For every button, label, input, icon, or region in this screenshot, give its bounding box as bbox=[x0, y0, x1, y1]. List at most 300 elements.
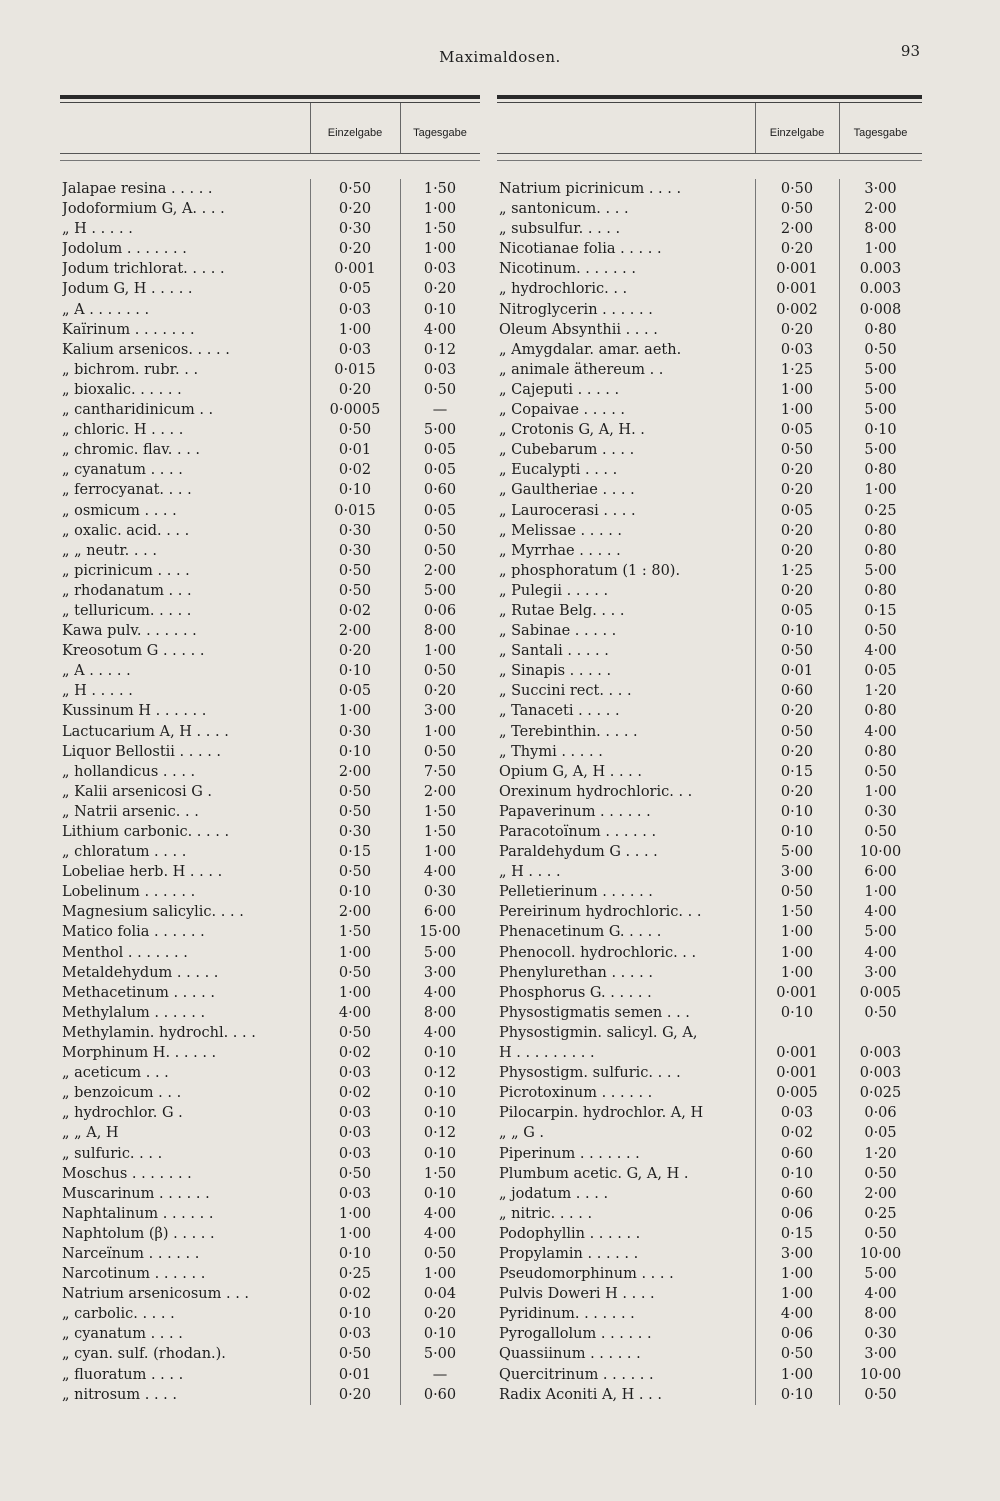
daily-dose-value: 7·50 bbox=[423, 763, 457, 780]
single-dose-value: 0·20 bbox=[780, 482, 814, 499]
daily-dose-value: 0·30 bbox=[423, 884, 457, 901]
drug-name: Paracotoïnum . . . . . . bbox=[499, 824, 657, 840]
drug-name: Physostigmatis semen . . . bbox=[499, 1004, 690, 1021]
single-dose-value: 0·015 bbox=[334, 361, 376, 378]
single-dose-value: 1·00 bbox=[780, 964, 814, 981]
drug-name: Pulvis Doweri H . . . . bbox=[499, 1286, 655, 1303]
single-dose-value: 0·02 bbox=[338, 602, 372, 619]
table-row bbox=[497, 581, 922, 601]
column-header-single-dose: Einzelgabe bbox=[327, 127, 383, 139]
single-dose-value: 0·001 bbox=[776, 1045, 818, 1062]
table-row bbox=[497, 1244, 922, 1264]
daily-dose-value: 0·80 bbox=[864, 522, 897, 539]
table-row bbox=[497, 902, 922, 922]
single-dose-value: 0·20 bbox=[780, 783, 814, 800]
daily-dose-value: 1·20 bbox=[864, 1145, 897, 1162]
table-row bbox=[497, 1344, 922, 1364]
single-dose-value: 0·30 bbox=[338, 824, 372, 840]
daily-dose-value: 0·50 bbox=[864, 341, 897, 358]
single-dose-value: 0·06 bbox=[780, 1326, 814, 1343]
single-dose-value: 0·50 bbox=[780, 181, 814, 197]
daily-dose-value: 8·00 bbox=[423, 623, 457, 640]
drug-name: Natrium picrinicum . . . . bbox=[499, 181, 682, 197]
daily-dose-value: 1·50 bbox=[423, 824, 457, 840]
daily-dose-value: 0.003 bbox=[859, 281, 902, 298]
drug-name: „ picrinicum . . . . bbox=[62, 562, 190, 579]
single-dose-value: 0·20 bbox=[780, 542, 814, 559]
drug-name: „ Succini rect. . . . bbox=[499, 683, 632, 700]
table-row bbox=[497, 1204, 922, 1224]
daily-dose-value: 6·00 bbox=[423, 904, 457, 921]
table-row bbox=[497, 822, 922, 842]
daily-dose-value: 1·50 bbox=[423, 803, 457, 820]
daily-dose-value: 8·00 bbox=[864, 221, 897, 238]
table-row bbox=[497, 661, 922, 681]
daily-dose-value: 0·06 bbox=[864, 1105, 897, 1122]
single-dose-value: 0·03 bbox=[338, 1185, 372, 1202]
drug-name: Natrium arsenicosum . . . bbox=[62, 1286, 250, 1303]
table-row bbox=[60, 239, 480, 259]
single-dose-value: 0·50 bbox=[338, 1165, 372, 1182]
single-dose-value: 1·00 bbox=[338, 1205, 372, 1222]
drug-name: „ Thymi . . . . . bbox=[499, 743, 603, 760]
drug-name: Phenylurethan . . . . . bbox=[499, 964, 653, 981]
table-row bbox=[60, 1023, 480, 1043]
table-row bbox=[497, 701, 922, 721]
drug-name: Methacetinum . . . . . bbox=[62, 984, 215, 1001]
drug-name: Pereirinum hydrochloric. . . bbox=[499, 904, 702, 921]
table-row bbox=[497, 199, 922, 219]
single-dose-value: 0·001 bbox=[776, 984, 818, 1001]
daily-dose-value: 0·025 bbox=[859, 1085, 902, 1102]
single-dose-value: 0·20 bbox=[780, 703, 814, 720]
table-row bbox=[60, 541, 480, 561]
daily-dose-value: 1·00 bbox=[864, 884, 897, 901]
drug-name: „ „ neutr. . . . bbox=[62, 542, 157, 559]
single-dose-value: 0·50 bbox=[780, 723, 814, 740]
table-row bbox=[497, 802, 922, 822]
daily-dose-value: 0·05 bbox=[423, 462, 457, 479]
single-dose-value: 0·015 bbox=[334, 502, 376, 519]
single-dose-value: 0·001 bbox=[776, 1065, 818, 1082]
daily-dose-value: 6·00 bbox=[864, 864, 897, 881]
drug-name: „ sulfuric. . . . bbox=[62, 1145, 163, 1162]
daily-dose-value: 0·20 bbox=[423, 1306, 457, 1323]
daily-dose-value: 3·00 bbox=[864, 964, 897, 981]
drug-name: „ Eucalypti . . . . bbox=[499, 462, 618, 479]
single-dose-value: 0·10 bbox=[780, 803, 814, 820]
table-row bbox=[497, 1003, 922, 1023]
table-row bbox=[497, 621, 922, 641]
drug-name: Quercitrinum . . . . . . bbox=[499, 1366, 654, 1383]
drug-name: Jodum trichlorat. . . . . bbox=[62, 261, 225, 278]
drug-name: „ hydrochloric. . . bbox=[499, 281, 628, 298]
table-row bbox=[497, 400, 922, 420]
single-dose-value: 0·60 bbox=[780, 1145, 814, 1162]
daily-dose-value: 3·00 bbox=[864, 1346, 897, 1363]
drug-name: „ subsulfur. . . . . bbox=[499, 221, 621, 238]
drug-name: „ nitric. . . . . bbox=[499, 1205, 593, 1222]
single-dose-value: 0·50 bbox=[338, 582, 372, 599]
single-dose-value: 1·00 bbox=[338, 703, 372, 720]
drug-name: Moschus . . . . . . . bbox=[62, 1165, 192, 1182]
drug-name: „ H . . . . . bbox=[62, 221, 133, 238]
single-dose-value: 0·01 bbox=[338, 442, 372, 459]
drug-name: Liquor Bellostii . . . . . bbox=[62, 743, 222, 760]
table-row bbox=[60, 902, 480, 922]
drug-name: „ Laurocerasi . . . . bbox=[499, 502, 636, 519]
drug-name: „ Santali . . . . . bbox=[499, 643, 609, 660]
daily-dose-value: 0·05 bbox=[423, 442, 457, 459]
drug-name: Pelletierinum . . . . . . bbox=[499, 884, 653, 901]
table-row bbox=[60, 320, 480, 340]
drug-name: Picrotoxinum . . . . . . bbox=[499, 1085, 653, 1102]
table-row bbox=[497, 1284, 922, 1304]
daily-dose-value: 0·10 bbox=[423, 301, 457, 318]
right-dosage-table bbox=[497, 95, 922, 1405]
single-dose-value: 0·50 bbox=[338, 864, 372, 881]
single-dose-value: 1·00 bbox=[780, 1286, 814, 1303]
drug-name: Physostigm. sulfuric. . . . bbox=[499, 1065, 681, 1082]
daily-dose-value: 8·00 bbox=[864, 1306, 897, 1323]
daily-dose-value: 1·00 bbox=[423, 241, 457, 258]
table-row bbox=[60, 822, 480, 842]
single-dose-value: 0·10 bbox=[780, 824, 814, 840]
single-dose-value: 0·10 bbox=[338, 663, 372, 680]
daily-dose-value: 3·00 bbox=[864, 181, 897, 197]
daily-dose-value: 4·00 bbox=[423, 321, 457, 338]
table-row bbox=[60, 179, 480, 199]
single-dose-value: 0·15 bbox=[780, 1225, 814, 1242]
single-dose-value: 0·03 bbox=[338, 301, 372, 318]
table-row bbox=[60, 722, 480, 742]
single-dose-value: 0·20 bbox=[780, 241, 814, 258]
table-row bbox=[497, 1264, 922, 1284]
single-dose-value: 2·00 bbox=[338, 763, 372, 780]
single-dose-value: 0·50 bbox=[780, 884, 814, 901]
drug-name: Oleum Absynthii . . . . bbox=[499, 321, 658, 338]
table-row bbox=[497, 239, 922, 259]
header-gap bbox=[497, 154, 922, 161]
single-dose-value: 0·02 bbox=[338, 1286, 372, 1303]
daily-dose-value: 0·05 bbox=[864, 663, 897, 680]
table-row bbox=[497, 882, 922, 902]
single-dose-value: 3·00 bbox=[780, 1245, 814, 1262]
drug-name: Opium G, A, H . . . . bbox=[499, 763, 642, 780]
table-row bbox=[497, 460, 922, 480]
single-dose-value: 0·03 bbox=[338, 1065, 372, 1082]
daily-dose-value: 5·00 bbox=[864, 924, 897, 941]
table-row bbox=[497, 300, 922, 320]
single-dose-value: 1·00 bbox=[338, 321, 372, 338]
single-dose-value: 0·10 bbox=[338, 1306, 372, 1323]
daily-dose-value: 1·00 bbox=[423, 643, 457, 660]
page-number: 93 bbox=[900, 42, 920, 60]
table-row bbox=[497, 782, 922, 802]
table-row bbox=[60, 1385, 480, 1405]
table-row bbox=[60, 1244, 480, 1264]
table-row bbox=[60, 279, 480, 299]
daily-dose-value: 0·15 bbox=[864, 602, 897, 619]
drug-name: „ „ A, H bbox=[62, 1125, 119, 1142]
table-row bbox=[497, 521, 922, 541]
single-dose-value: 0·05 bbox=[780, 422, 814, 439]
daily-dose-value: 0·003 bbox=[859, 1065, 902, 1082]
daily-dose-value: 2·00 bbox=[423, 562, 457, 579]
daily-dose-value: — bbox=[432, 402, 448, 419]
table-row bbox=[60, 1123, 480, 1143]
single-dose-value: 2·00 bbox=[338, 904, 372, 921]
single-dose-value: 0·30 bbox=[338, 522, 372, 539]
table-row bbox=[497, 279, 922, 299]
single-dose-value: 0·03 bbox=[338, 341, 372, 358]
table-row bbox=[60, 661, 480, 681]
top-rule bbox=[497, 95, 922, 99]
table-header bbox=[497, 103, 922, 154]
single-dose-value: 0·03 bbox=[780, 1105, 814, 1122]
table-row bbox=[60, 1204, 480, 1224]
daily-dose-value: 0·50 bbox=[423, 381, 457, 398]
drug-name: Kawa pulv. . . . . . . bbox=[62, 623, 197, 640]
drug-name: Lactucarium A, H . . . . bbox=[62, 723, 229, 740]
table-row bbox=[497, 320, 922, 340]
single-dose-value: 0·20 bbox=[780, 743, 814, 760]
daily-dose-value: 0·25 bbox=[864, 502, 897, 519]
daily-dose-value: 0·008 bbox=[859, 301, 902, 318]
drug-name: „ cyan. sulf. (rhodan.). bbox=[62, 1346, 226, 1363]
table-row bbox=[497, 501, 922, 521]
single-dose-value: 0·50 bbox=[338, 964, 372, 981]
drug-name: Kaïrinum . . . . . . . bbox=[62, 321, 195, 338]
single-dose-value: 0·20 bbox=[338, 241, 372, 258]
daily-dose-value: — bbox=[432, 1366, 448, 1383]
drug-name: Phenocoll. hydrochloric. . . bbox=[499, 944, 697, 961]
daily-dose-value: 0·10 bbox=[864, 422, 897, 439]
single-dose-value: 0·50 bbox=[780, 442, 814, 459]
drug-name: Pseudomorphinum . . . . bbox=[499, 1266, 674, 1283]
table-row bbox=[60, 1003, 480, 1023]
table-row bbox=[60, 360, 480, 380]
daily-dose-value: 5·00 bbox=[423, 944, 457, 961]
table-row bbox=[60, 1063, 480, 1083]
table-row bbox=[497, 1184, 922, 1204]
daily-dose-value: 0·50 bbox=[864, 763, 897, 780]
drug-name: „ Rutae Belg. . . . bbox=[499, 602, 625, 619]
single-dose-value: 1·00 bbox=[780, 944, 814, 961]
drug-name: Lobeliae herb. H . . . . bbox=[62, 864, 223, 881]
drug-name: „ Amygdalar. amar. aeth. bbox=[499, 341, 682, 358]
daily-dose-value: 3·00 bbox=[423, 703, 457, 720]
drug-name: Pyrogallolum . . . . . . bbox=[499, 1326, 652, 1343]
table-row bbox=[60, 601, 480, 621]
drug-name: „ Pulegii . . . . . bbox=[499, 582, 609, 599]
table-row bbox=[60, 1083, 480, 1103]
table-row bbox=[497, 259, 922, 279]
drug-name: „ jodatum . . . . bbox=[499, 1185, 609, 1202]
drug-name: Jalapae resina . . . . . bbox=[62, 181, 213, 197]
daily-dose-value: 5·00 bbox=[423, 582, 457, 599]
single-dose-value: 1·00 bbox=[780, 381, 814, 398]
table-row bbox=[60, 842, 480, 862]
single-dose-value: 0·001 bbox=[776, 261, 818, 278]
single-dose-value: 0·60 bbox=[780, 683, 814, 700]
drug-name: „ chloratum . . . . bbox=[62, 844, 187, 861]
single-dose-value: 0·10 bbox=[780, 623, 814, 640]
table-row bbox=[60, 1184, 480, 1204]
single-dose-value: 1·25 bbox=[780, 562, 814, 579]
table-row bbox=[60, 1224, 480, 1244]
daily-dose-value: 0·50 bbox=[864, 1386, 897, 1403]
single-dose-value: 0·10 bbox=[780, 1165, 814, 1182]
drug-name: „ fluoratum . . . . bbox=[62, 1366, 184, 1383]
daily-dose-value: 5·00 bbox=[864, 442, 897, 459]
table-row bbox=[497, 922, 922, 942]
daily-dose-value: 4·00 bbox=[423, 1225, 457, 1242]
drug-name: „ A . . . . . . . bbox=[62, 301, 150, 318]
daily-dose-value: 0·06 bbox=[423, 602, 457, 619]
daily-dose-value: 5·00 bbox=[864, 402, 897, 419]
table-row bbox=[497, 1063, 922, 1083]
single-dose-value: 0·50 bbox=[338, 1024, 372, 1041]
single-dose-value: 0·30 bbox=[338, 221, 372, 238]
single-dose-value: 0·50 bbox=[780, 643, 814, 660]
table-row bbox=[60, 882, 480, 902]
daily-dose-value: 1·00 bbox=[864, 482, 897, 499]
daily-dose-value: 4·00 bbox=[864, 723, 897, 740]
daily-dose-value: 10·00 bbox=[859, 844, 902, 861]
single-dose-value: 1·00 bbox=[780, 1366, 814, 1383]
table-row bbox=[60, 380, 480, 400]
drug-name: Jodum G, H . . . . . bbox=[62, 281, 193, 298]
single-dose-value: 0·10 bbox=[338, 743, 372, 760]
column-rule bbox=[839, 179, 840, 1405]
drug-name: Kreosotum G . . . . . bbox=[62, 643, 205, 660]
single-dose-value: 0·02 bbox=[780, 1125, 814, 1142]
table-row bbox=[497, 1324, 922, 1344]
drug-name: Jodolum . . . . . . . bbox=[62, 241, 187, 258]
drug-name: „ santonicum. . . . bbox=[499, 201, 629, 218]
daily-dose-value: 0·10 bbox=[423, 1326, 457, 1343]
drug-name: Naphtalinum . . . . . . bbox=[62, 1205, 214, 1222]
daily-dose-value: 0·80 bbox=[864, 462, 897, 479]
drug-name: Propylamin . . . . . . bbox=[499, 1245, 639, 1262]
drug-name: Narcotinum . . . . . . bbox=[62, 1266, 206, 1283]
drug-name: Matico folia . . . . . . bbox=[62, 924, 205, 941]
table-row bbox=[497, 1083, 922, 1103]
daily-dose-value: 4·00 bbox=[423, 864, 457, 881]
table-row bbox=[60, 1043, 480, 1063]
single-dose-value: 1·25 bbox=[780, 361, 814, 378]
daily-dose-value: 4·00 bbox=[423, 1024, 457, 1041]
drug-name: Plumbum acetic. G, A, H . bbox=[499, 1165, 689, 1182]
drug-name: „ „ G . bbox=[499, 1125, 545, 1142]
daily-dose-value: 0·50 bbox=[864, 623, 897, 640]
single-dose-value: 0·20 bbox=[780, 582, 814, 599]
drug-name: Lobelinum . . . . . . bbox=[62, 884, 196, 901]
single-dose-value: 0·30 bbox=[338, 723, 372, 740]
table-row bbox=[497, 742, 922, 762]
daily-dose-value: 0·60 bbox=[423, 482, 457, 499]
column-rule bbox=[310, 179, 311, 1405]
single-dose-value: 1·50 bbox=[780, 904, 814, 921]
daily-dose-value: 8·00 bbox=[423, 1004, 457, 1021]
daily-dose-value: 0·10 bbox=[423, 1045, 457, 1062]
drug-name: „ Cubebarum . . . . bbox=[499, 442, 635, 459]
single-dose-value: 0·50 bbox=[780, 201, 814, 218]
drug-name: „ cyanatum . . . . bbox=[62, 462, 183, 479]
table-body bbox=[60, 179, 480, 1405]
table-row bbox=[60, 1284, 480, 1304]
drug-name: „ Cajeputi . . . . . bbox=[499, 381, 620, 398]
drug-name: Podophyllin . . . . . . bbox=[499, 1225, 641, 1242]
single-dose-value: 0·06 bbox=[780, 1205, 814, 1222]
drug-name: Metaldehydum . . . . . bbox=[62, 964, 219, 981]
daily-dose-value: 1·00 bbox=[423, 201, 457, 218]
table-row bbox=[60, 983, 480, 1003]
drug-name: „ nitrosum . . . . bbox=[62, 1386, 177, 1403]
daily-dose-value: 0·20 bbox=[423, 281, 457, 298]
single-dose-value: 0·02 bbox=[338, 1085, 372, 1102]
drug-name: „ osmicum . . . . bbox=[62, 502, 177, 519]
daily-dose-value: 0·60 bbox=[423, 1386, 457, 1403]
table-row bbox=[60, 300, 480, 320]
column-rule bbox=[755, 179, 756, 1405]
daily-dose-value: 10·00 bbox=[859, 1245, 902, 1262]
table-row bbox=[60, 762, 480, 782]
table-row bbox=[60, 963, 480, 983]
single-dose-value: 0·05 bbox=[338, 683, 372, 700]
drug-name: „ H . . . . . bbox=[62, 683, 133, 700]
single-dose-value: 1·00 bbox=[780, 402, 814, 419]
table-row bbox=[497, 1164, 922, 1184]
single-dose-value: 0·50 bbox=[338, 181, 372, 197]
daily-dose-value: 0·12 bbox=[423, 341, 457, 358]
page-header bbox=[0, 42, 1000, 72]
table-row bbox=[497, 681, 922, 701]
table-row bbox=[497, 943, 922, 963]
drug-name: „ Tanaceti . . . . . bbox=[499, 703, 620, 720]
daily-dose-value: 4·00 bbox=[423, 984, 457, 1001]
daily-dose-value: 10·00 bbox=[859, 1366, 902, 1383]
drug-name: „ chromic. flav. . . . bbox=[62, 442, 201, 459]
single-dose-value: 0·15 bbox=[338, 844, 372, 861]
daily-dose-value: 0·50 bbox=[864, 1165, 897, 1182]
single-dose-value: 0·25 bbox=[338, 1266, 372, 1283]
top-rule bbox=[60, 95, 480, 99]
single-dose-value: 0·03 bbox=[338, 1105, 372, 1122]
daily-dose-value: 0·80 bbox=[864, 703, 897, 720]
table-row bbox=[497, 641, 922, 661]
table-row bbox=[497, 601, 922, 621]
drug-name: Piperinum . . . . . . . bbox=[499, 1145, 640, 1162]
single-dose-value: 0·30 bbox=[338, 542, 372, 559]
daily-dose-value: 2·00 bbox=[423, 783, 457, 800]
daily-dose-value: 0·50 bbox=[864, 1004, 897, 1021]
table-row bbox=[497, 1023, 922, 1043]
table-row bbox=[497, 722, 922, 742]
single-dose-value: 1·00 bbox=[338, 984, 372, 1001]
table-row bbox=[60, 621, 480, 641]
single-dose-value: 0·20 bbox=[338, 643, 372, 660]
drug-name: Narceïnum . . . . . . bbox=[62, 1245, 200, 1262]
drug-name: „ Natrii arsenic. . . bbox=[62, 803, 199, 820]
column-header-daily-dose: Tagesgabe bbox=[853, 127, 908, 139]
drug-name: „ Kalii arsenicosi G . bbox=[62, 783, 213, 800]
single-dose-value: 0·02 bbox=[338, 1045, 372, 1062]
daily-dose-value: 0·003 bbox=[859, 1045, 902, 1062]
single-dose-value: 0·50 bbox=[780, 1346, 814, 1363]
single-dose-value: 1·00 bbox=[338, 944, 372, 961]
